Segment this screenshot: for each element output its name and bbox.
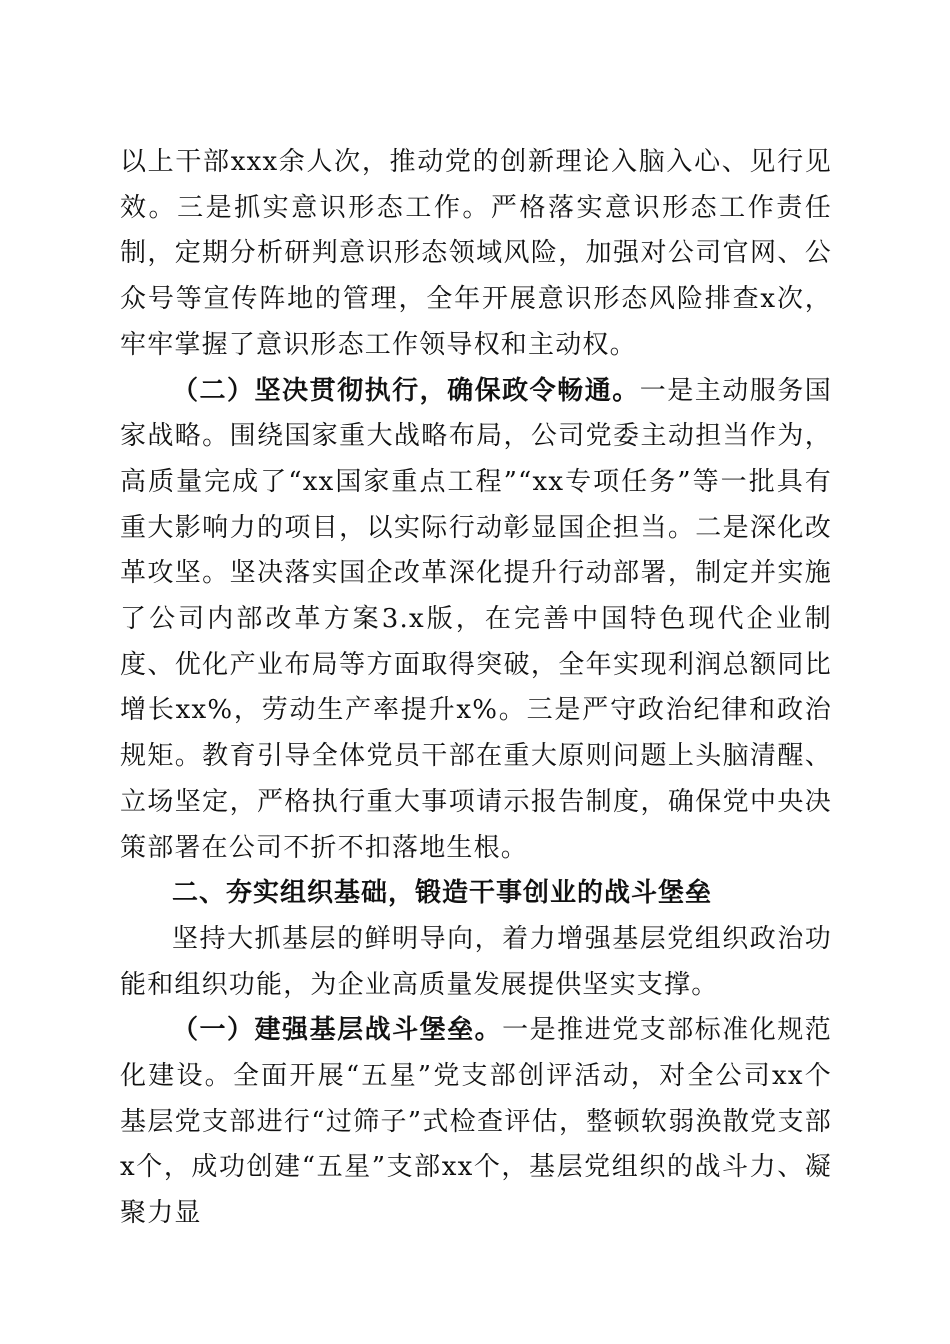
paragraph-text: 以上干部xxx余人次，推动党的创新理论入脑入心、见行见效。三是抓实意识形态工作。严格落实意识形态工作责任制，定期分析研判意识形态领域风险，加强对公司官网、公众号等宣传阵地的管理，全年开展意识形态风险排查x次，牢牢掌握了意识形态工作领导权和主动权。 [120, 147, 832, 360]
subsection-heading: （二）坚决贯彻执行，确保政令畅通。 [172, 375, 640, 406]
paragraph-text: 坚持大抓基层的鲜明导向，着力增强基层党组织政治功能和组织功能，为企业高质量发展提供坚实支撑。 [120, 923, 832, 1000]
paragraph-intro [120, 917, 832, 1008]
paragraph-continuation [120, 140, 832, 369]
paragraph-text: 一是推进党支部标准化规范化建设。全面开展“五星”党支部创评活动，对全公司xx个基层党支部进行“过筛子”式检查评估，整顿软弱涣散党支部x个，成功创建“五星”支部xx个，基层党组织的战斗力、凝聚力显 [120, 1015, 832, 1229]
paragraph-text: 一是主动服务国家战略。围绕国家重大战略布局，公司党委主动担当作为，高质量完成了“xx国家重点工程”“xx专项任务”等一批具有重大影响力的项目，以实际行动彰显国企担当。二是深化改革攻坚。坚决落实国企改革深化提升行动部署，制定并实施了公司内部改革方案3.x版，在完善中国特色现代企业制度、优化产业布局等方面取得突破，全年实现利润总额同比增长xx%，劳动生产率提升x%。三是严守政治纪律和政治规矩。教育引导全体党员干部在重大原则问题上头脑清醒、立场坚定，严格执行重大事项请示报告制度，确保党中央决策部署在公司不折不扣落地生根。 [120, 375, 832, 863]
subsection-heading: （一）建强基层战斗堡垒。 [172, 1015, 503, 1046]
section-heading: 二、夯实组织基础，锻造干事创业的战斗堡垒 [172, 878, 713, 909]
paragraph-grassroots [120, 1008, 832, 1237]
paragraph-ensure-orders [120, 369, 832, 872]
document-page [120, 140, 832, 1237]
